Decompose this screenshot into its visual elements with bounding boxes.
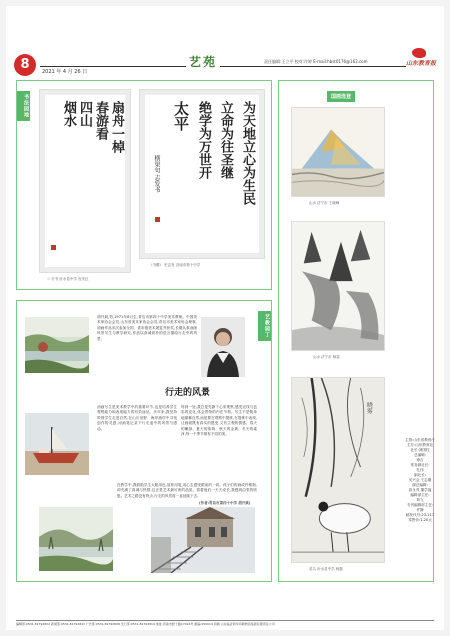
feature-title: 行走的风景 bbox=[165, 388, 211, 398]
imprint-line: 吴兴会 王志刚 bbox=[408, 478, 432, 482]
calligraphy-left-work bbox=[39, 89, 131, 273]
calligraphy-panel bbox=[16, 80, 272, 290]
page-footer: 编辑部:0531-81792822 新闻部:0531-81792813 广告部:0531-81792808 发行部:0531-81792819 地址:济南市经十路17016号 邮编:250014 印刷:山东临沂新华印刷物流集团有限责任公司 bbox=[16, 620, 434, 626]
teacher-portrait bbox=[201, 317, 245, 377]
imprint-line: 高永茂 董学福 bbox=[408, 488, 432, 492]
calligraphy-right-col-3: 绝学为万世开 bbox=[196, 101, 211, 179]
imprint-line: 孔伟 bbox=[416, 468, 424, 472]
imprint-line: 副总编辑: bbox=[412, 483, 428, 487]
imprint-line: 许静 bbox=[416, 508, 424, 512]
imprint-line: 主办:山东教育社 bbox=[406, 443, 434, 447]
bird-logo-icon bbox=[412, 48, 426, 58]
calligraphy-left-col-2: 春游看 bbox=[93, 101, 108, 140]
feature-author-caption: (作者:青岛市第四十中学 胡开斌) bbox=[199, 501, 251, 505]
editor-info: 责任编辑:王立平 校对:许婷 E-mail:hbst0176@163.com bbox=[264, 59, 368, 64]
issue-date: 2021 年 4 月 26 日 bbox=[42, 69, 88, 75]
gallery-caption-1: 山水 济宁市 王晓峰 bbox=[309, 201, 340, 205]
masthead-logo bbox=[390, 48, 436, 72]
calligraphy-right-signature: 横渠句 志发书 bbox=[153, 155, 160, 193]
imprint-line: 总编辑: bbox=[414, 453, 426, 457]
imprint-line: 主管:山东省教育厅 bbox=[405, 438, 435, 442]
calligraphy-left-col-4: 烟水 bbox=[61, 101, 76, 127]
newspaper-page bbox=[6, 6, 444, 630]
calligraphy-right-caption: 《书赠》 史志发 济南市第十中学 bbox=[149, 263, 201, 267]
header-rule bbox=[40, 66, 406, 67]
masthead-name: 山东教育报 bbox=[405, 60, 436, 67]
imprint-line: 常务副社长: bbox=[410, 463, 430, 467]
calligraphy-right-col-1: 为天地立心为生民 bbox=[240, 101, 255, 205]
section-title: 艺苑 bbox=[186, 53, 220, 70]
imprint-line: 邮发代号:23-117 bbox=[405, 513, 435, 517]
calligraphy-right-col-4: 太平 bbox=[172, 101, 190, 131]
imprint-line: 刘飞 bbox=[416, 498, 424, 502]
lakeside-oil-painting bbox=[25, 317, 89, 373]
feature-panel bbox=[16, 300, 272, 582]
calligraphy-right-col-2: 立命为往圣继 bbox=[218, 101, 233, 179]
mountain-painting bbox=[291, 107, 385, 197]
feature-paragraph-2: 每到一处,我总是先静下心来观察,感受光线与色彩的变化,体会景物的内在节奏。写生不是简单地描摹自然,而是要在观察中提炼,在提炼中表现,让画面既有真实的感受,又有主观的情感。春天的嫩绿、夏天的浓荫、秋天的金黄、冬天的素净,每一个季节都有不同的美。 bbox=[181, 405, 257, 437]
bird-willow-painting bbox=[291, 377, 385, 563]
feature-paragraph-3: 在教学中,我鼓励学生大胆用色,放松用笔,用心去感受眼前的一切。孩子们的画或许稚拙,却充满了真诚与热情,这正是艺术最可贵的品质。看着他们一天天成长,我感到由衷的欣慰。艺术之路没有终点,行走的风景将一直延续下去。 bbox=[117, 483, 257, 498]
gallery-caption-3: 花鸟 沂水县中学 杨磊 bbox=[309, 567, 343, 571]
feature-intro: 胡开斌,男,1971年8月生,青岛市第四十中学美术教师。中国美术家协会会员,山东省美术家协会会员,青岛市美术家协会理事,油画作品多次参加全国、省市级美术展览并获奖,长期从事油画风景写生与教学研究,作品以真诚质朴的语言描绘行走中的风景。 bbox=[97, 315, 197, 341]
imprint-line: 零售价:1.20元 bbox=[408, 518, 432, 522]
page-header bbox=[14, 54, 436, 76]
red-seal-stamp bbox=[155, 217, 160, 222]
imprint-line: 副社长: bbox=[414, 473, 426, 477]
red-seal-stamp bbox=[51, 245, 56, 250]
gallery-tag: 国画选登 bbox=[327, 91, 355, 102]
pine-forest-painting bbox=[291, 221, 385, 351]
gallery-caption-2: 山水 济宁市 杨雷 bbox=[313, 355, 340, 359]
mountain-lake-oil-painting bbox=[39, 507, 113, 571]
page-number: 8 bbox=[14, 54, 36, 76]
imprint-line: 编辑部主任: bbox=[410, 493, 430, 497]
imprint-sidebar bbox=[400, 438, 440, 523]
fishing-boat-oil-painting bbox=[25, 413, 89, 475]
imprint-line: 徐吉 bbox=[416, 458, 424, 462]
calligraphy-left-col-1: 扇舟一棹 bbox=[109, 101, 124, 153]
railway-station-oil-painting bbox=[151, 507, 255, 573]
feature-paragraph-1: 油画写生是美术教学中的重要环节,也是培养学生观察能力和表现能力的有效途径。多年来,我坚持带领学生走进自然,在山川田野、海岸渔村中寻找创作的灵感,用画笔记录下行走途中的风景与感动。 bbox=[97, 405, 177, 431]
imprint-line: 专刊编辑部主任: bbox=[406, 503, 434, 507]
calligraphy-left-caption: ☆ 行书 沂水县中学 宫庆红 bbox=[47, 277, 89, 281]
svg-text:晓雾: 晓雾 bbox=[365, 401, 372, 414]
feature-tag: 艺教园丁 bbox=[258, 311, 271, 341]
calligraphy-tag: 书法园地 bbox=[17, 91, 30, 121]
imprint-line: 社长:刘国柱 bbox=[410, 448, 430, 452]
calligraphy-left-col-3: 四山 bbox=[77, 101, 92, 127]
calligraphy-right-work bbox=[139, 89, 265, 259]
